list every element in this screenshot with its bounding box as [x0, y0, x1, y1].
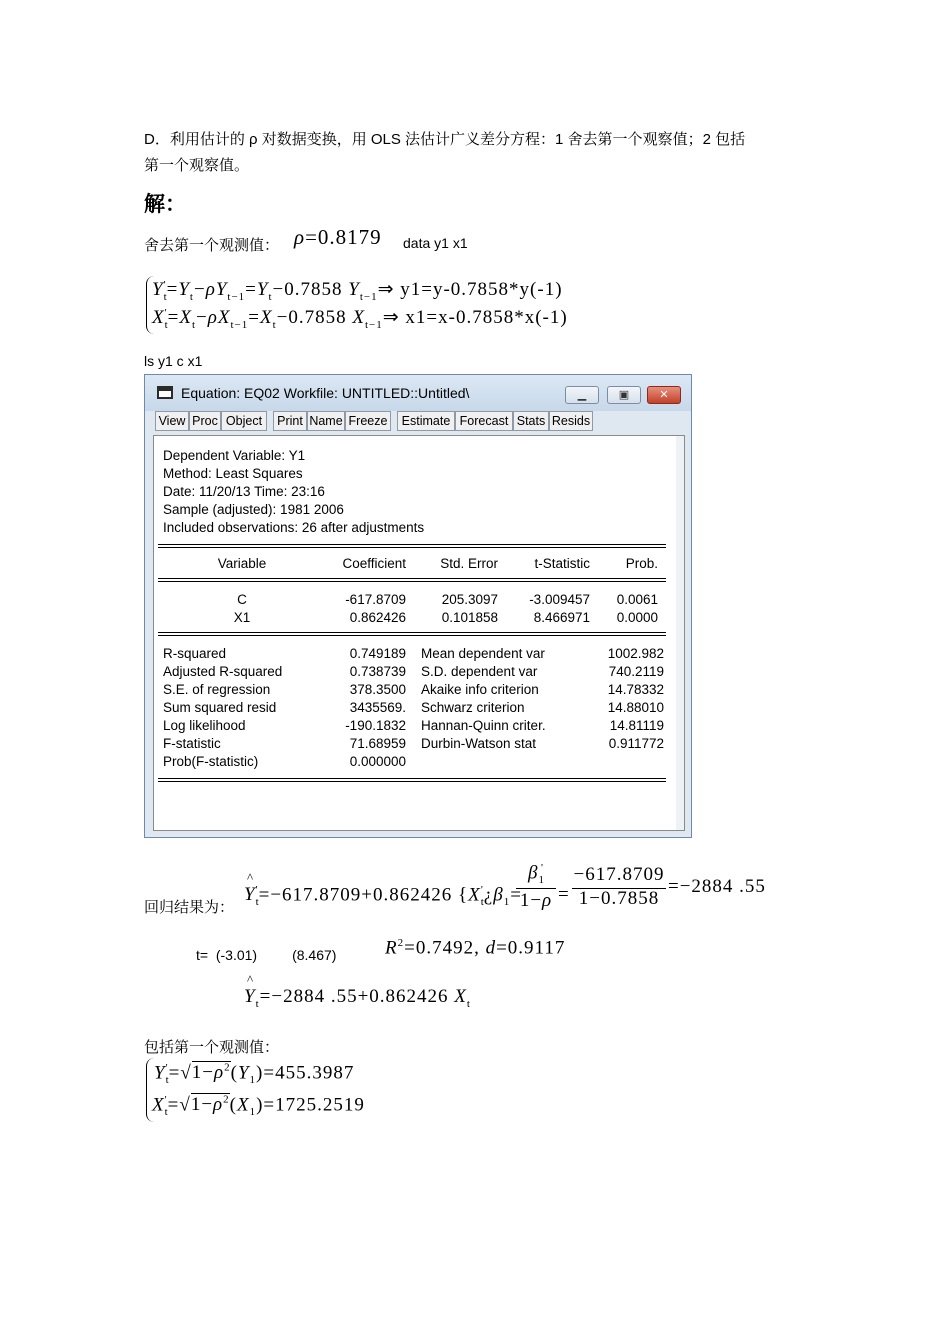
header-line: Date: 11/20/13 Time: 23:16 — [163, 484, 325, 499]
stat-value: 14.88010 — [607, 700, 664, 715]
include-first-label: 包括第一个观测值： — [144, 1039, 280, 1056]
table-cell: -617.8709 — [345, 592, 406, 607]
stat-value: 740.2119 — [608, 664, 664, 679]
table-cell: 0.101858 — [441, 610, 498, 625]
result-equation-text: =−617.8709+0.862426 { — [258, 884, 469, 906]
stat-label: S.D. dependent var — [421, 664, 538, 679]
freeze-button[interactable]: Freeze — [345, 411, 391, 431]
object-button[interactable]: Object — [221, 411, 267, 431]
transform-eq-y: $Y_t'=Y_t-\rho Y_{t-1}=Y_t-0.7858$ $Y_{t-1}\Rightarrow$ y1=y-0.7858*y(-1) — [152, 278, 563, 303]
beta-frac-den: 1−ρ — [519, 890, 553, 911]
fit-statistics: $R^2=0.7492$, d=0.9117 — [385, 937, 566, 959]
solution-heading: 解： — [144, 193, 186, 216]
divider — [158, 635, 666, 636]
print-button[interactable]: Print — [273, 411, 307, 431]
section-line-2: 第一个观察值。 — [144, 157, 250, 174]
divider — [158, 581, 666, 582]
include-eq-y: $Y_t'=√1-\rho^2(Y_1)=455.3987$ — [154, 1062, 355, 1087]
frac-denominator: 1−0.7858 — [578, 888, 660, 909]
table-cell: 0.862426 — [349, 610, 406, 625]
stat-value: 0.000000 — [349, 754, 406, 769]
table-cell: -3.009457 — [529, 592, 590, 607]
stat-value: 0.911772 — [608, 736, 664, 751]
proc-button[interactable]: Proc — [189, 411, 221, 431]
divider — [158, 578, 666, 579]
equals-sign: = — [558, 884, 570, 905]
transform-eq-x: $X_t'=X_t-\rho X_{t-1}=X_t-0.7858$ $X_{t-1}\Rightarrow$ x1=x-0.7858*x(-1) — [152, 306, 568, 331]
resids-button[interactable]: Resids — [549, 411, 593, 431]
stat-value: 378.3500 — [349, 682, 406, 697]
eviews-equation-window[interactable] — [144, 374, 692, 838]
stat-label: Hannan-Quinn criter. — [421, 718, 546, 733]
stat-label: Mean dependent var — [421, 646, 545, 661]
header-line: Method: Least Squares — [163, 466, 303, 481]
minimize-button[interactable]: ▁ — [565, 386, 599, 404]
data-command: data y1 x1 — [403, 235, 468, 251]
stat-value: -190.1832 — [345, 718, 406, 733]
r-squared-value: =0.7492, — [404, 937, 486, 959]
forecast-button[interactable]: Forecast — [455, 411, 513, 431]
table-cell: X1 — [233, 610, 251, 625]
stat-value: 0.749189 — [349, 646, 406, 661]
stats-button[interactable]: Stats — [513, 411, 549, 431]
view-button[interactable]: View — [155, 411, 189, 431]
results-label: 回归结果为： — [144, 899, 235, 916]
stat-value: 14.81119 — [609, 718, 664, 733]
col-std-error: Std. Error — [440, 556, 498, 571]
beta-value: =−2884 .55 — [668, 876, 766, 897]
header-line: Included observations: 26 after adjustments — [163, 520, 425, 535]
close-button[interactable]: ✕ — [647, 386, 681, 404]
section-line-1: D．利用估计的 ρ 对数据变换，用 OLS 法估计广义差分方程：1 舍去第一个观察值；2 包括 — [144, 131, 746, 148]
stat-label: Durbin-Watson stat — [421, 736, 537, 751]
stat-label: Log likelihood — [163, 718, 246, 733]
divider — [158, 544, 666, 545]
stat-label: F-statistic — [163, 736, 221, 751]
drop-first-label: 舍去第一个观测值： — [144, 237, 280, 254]
name-button[interactable]: Name — [307, 411, 345, 431]
include-eq-y-value: =455.3987 — [263, 1062, 355, 1084]
stat-label: Prob(F-statistic) — [163, 754, 259, 769]
final-equation-text: =−2884 .55+0.862426 — [259, 986, 455, 1007]
stat-label: Akaike info criterion — [421, 682, 539, 697]
t-statistics: t= (-3.01) (8.467) — [196, 947, 337, 963]
output-panel — [153, 435, 685, 831]
table-cell: C — [237, 592, 247, 607]
stat-label: R-squared — [163, 646, 227, 661]
vertical-scrollbar[interactable] — [676, 436, 684, 830]
header-line: Dependent Variable: Y1 — [163, 448, 306, 463]
maximize-button[interactable]: ▣ — [607, 386, 641, 404]
stat-value: 1002.982 — [607, 646, 664, 661]
beta-frac-num: $\beta_1'$ — [528, 862, 545, 887]
rho-expression-value: =0.8179 — [305, 225, 382, 249]
final-equation: Y ^ $_t$=−2884 .55+0.862426 $X_t$ — [244, 972, 471, 1010]
window-toolbar — [153, 411, 683, 433]
frac-bar — [516, 888, 556, 889]
window-title: Equation: EQ02 Workfile: UNTITLED::Untitled\ — [181, 385, 470, 401]
table-cell: 0.0000 — [616, 610, 658, 625]
header-line: Sample (adjusted): 1981 2006 — [163, 502, 344, 517]
table-cell: 0.0061 — [616, 592, 658, 607]
table-cell: 8.466971 — [533, 610, 590, 625]
rho-expression: ρ=0.8179 — [294, 225, 382, 249]
col-prob: Prob. — [625, 556, 658, 571]
divider — [158, 778, 666, 779]
transform-eq-x-rhs: 1=x-0.7858*x(-1) — [415, 307, 568, 328]
table-cell: 205.3097 — [441, 592, 498, 607]
col-t-statistic: t-Statistic — [534, 556, 590, 571]
transform-eq-y-rhs: 1=y-0.7858*y(-1) — [410, 279, 563, 300]
window-icon — [157, 386, 173, 399]
ls-command: ls y1 c x1 — [144, 353, 203, 369]
stat-label: Schwarz criterion — [421, 700, 525, 715]
stat-label: Adjusted R-squared — [163, 664, 283, 679]
divider — [158, 547, 666, 548]
stat-value: 3435569. — [349, 700, 406, 715]
stat-value: 14.78332 — [607, 682, 664, 697]
stat-label: Sum squared resid — [163, 700, 277, 715]
frac-numerator: −617.8709 — [573, 864, 665, 885]
dw-value: =0.9117 — [496, 937, 566, 959]
include-eq-x: $X_t'=√1-\rho^2(X_1)=1725.2519$ — [152, 1094, 365, 1119]
stat-value: 71.68959 — [349, 736, 406, 751]
divider — [158, 632, 666, 633]
col-coefficient: Coefficient — [342, 556, 406, 571]
stat-value: 0.738739 — [349, 664, 406, 679]
stat-label: S.E. of regression — [163, 682, 271, 697]
divider — [158, 781, 666, 782]
include-eq-x-value: =1725.2519 — [263, 1094, 365, 1116]
window-titlebar[interactable] — [145, 375, 691, 411]
estimate-button[interactable]: Estimate — [397, 411, 455, 431]
col-variable: Variable — [217, 556, 267, 571]
result-equation: Y ^ $_t$'=−617.8709+0.862426 {$X_t'¿\beta_1=$ — [244, 870, 522, 909]
